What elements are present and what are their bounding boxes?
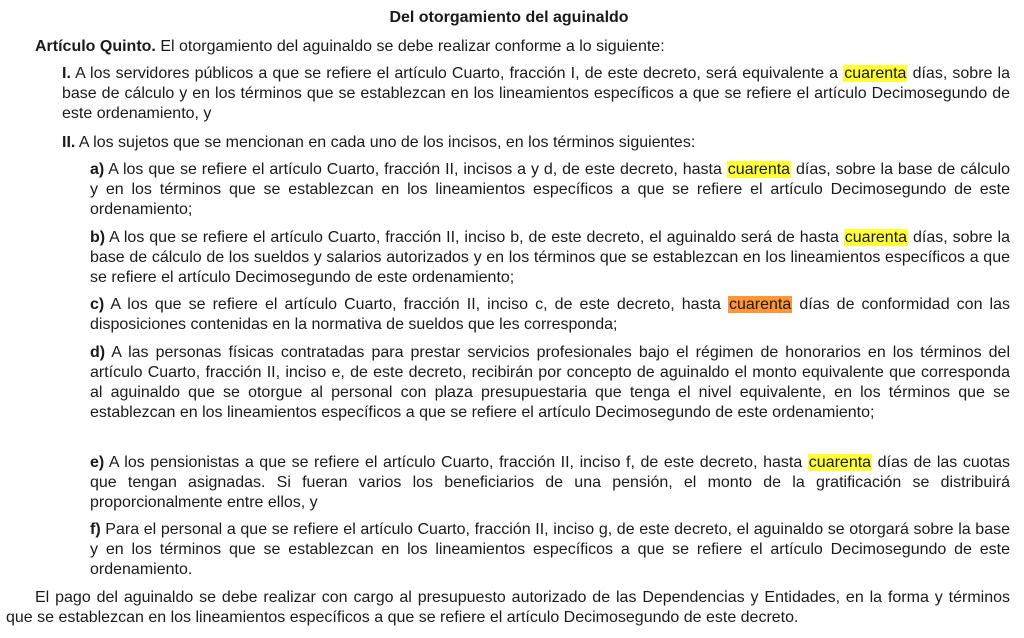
search-highlight: cuarenta [727, 161, 791, 178]
section-title: Del otorgamiento del aguinaldo [389, 9, 629, 26]
item-f-label: f) [90, 521, 101, 538]
article-label: Artículo Quinto. [35, 38, 156, 55]
item-d-text: A las personas físicas contratadas para prestar servicios profesionales bajo el régimen de honorarios en los términos del artículo Cuarto, fracción II, inciso e, de este decreto, recibirán por concepto de aguinaldo el monto equivalente que corresponda al aguinaldo que se otorgue al personal con plaza presupuestaria que tenga el nivel equivalente, en los términos que se establezcan en los lineamientos específicos a que se refiere el artículo Decimosegundo de este ordenamiento; [90, 344, 1010, 421]
item-a [90, 160, 1010, 220]
item-e [90, 453, 1010, 513]
fraction-i-label: I. [62, 65, 71, 82]
item-c-label: c) [90, 296, 105, 313]
search-highlight: cuarenta [844, 65, 907, 82]
closing-paragraph: El pago del aguinaldo se debe realizar con cargo al presupuesto autorizado de las Dependencias y Entidades, en la forma y términos que se establezcan en los lineamientos específicos a que se refiere el artículo Decimosegundo de este decreto. [6, 589, 1010, 626]
fraction-i-text-before: A los servidores públicos a que se refiere el artículo Cuarto, fracción I, de este decreto, será equivalente a [70, 65, 844, 82]
item-f [90, 520, 1010, 580]
item-a-text-after: días, sobre la base de cálculo y en los términos que se establezcan en los lineamientos específicos a que se refiere el artículo Decimosegundo de este ordenamiento; [90, 161, 1011, 218]
item-a-text-before: A los que se refiere el artículo Cuarto, fracción II, incisos a y d, de este decreto, hasta [104, 161, 727, 178]
search-highlight: cuarenta [808, 454, 872, 471]
fraction-ii-text: A los sujetos que se mencionan en cada uno de los incisos, en los términos siguientes: [75, 134, 696, 151]
fraction-i-text-after: días, sobre la base de cálculo y en los términos que se establezcan en los lineamientos específicos a que se refiere el artículo Decimosegundo de este ordenamiento, y [62, 65, 1011, 122]
fraction-ii [62, 133, 1010, 153]
item-a-label: a) [90, 161, 105, 178]
item-d [90, 343, 1010, 423]
item-b-text-before: A los que se refiere el artículo Cuarto, fracción II, inciso b, de este decreto, el aguinaldo será de hasta [105, 229, 844, 246]
item-d-label: d) [90, 344, 106, 361]
item-b [90, 228, 1010, 288]
item-c [90, 295, 1010, 335]
fraction-i [62, 64, 1010, 124]
item-e-text-before: A los pensionistas a que se refiere el artículo Cuarto, fracción II, inciso f, de este decreto, hasta [104, 454, 808, 471]
item-c-text-after: días de conformidad con las disposiciones contenidas en la normativa de sueldos que les corresponda; [90, 296, 1011, 333]
item-e-label: e) [90, 454, 105, 471]
search-highlight: cuarenta [844, 229, 908, 246]
item-f-text: Para el personal a que se refiere el artículo Cuarto, fracción II, inciso g, de este decreto, el aguinaldo se otorgará sobre la base y en los términos que se establezcan en los lineamientos específicos a que se refiere el artículo Decimosegundo de este ordenamiento. [90, 521, 1010, 578]
article-intro [35, 37, 1020, 57]
item-b-label: b) [90, 229, 106, 246]
article-intro-text: El otorgamiento del aguinaldo se debe realizar conforme a lo siguiente: [155, 38, 665, 55]
current-search-highlight: cuarenta [729, 296, 792, 313]
item-e-text-after: días de las cuotas que tengan asignadas. Si fueran varios los beneficiarios de una pensión, el monto de la gratificación se distribuirá proporcionalmente entre ellos, y [90, 454, 1010, 511]
item-b-text-after: días, sobre la base de cálculo de los sueldos y salarios autorizados y en los términos que se establezcan en los lineamientos específicos a que se refiere el artículo Decimosegundo de este ordenamiento; [90, 229, 1011, 286]
item-c-text-before: A los que se refiere el artículo Cuarto, fracción II, inciso c, de este decreto, hasta [104, 296, 728, 313]
fraction-ii-label: II. [62, 134, 76, 151]
